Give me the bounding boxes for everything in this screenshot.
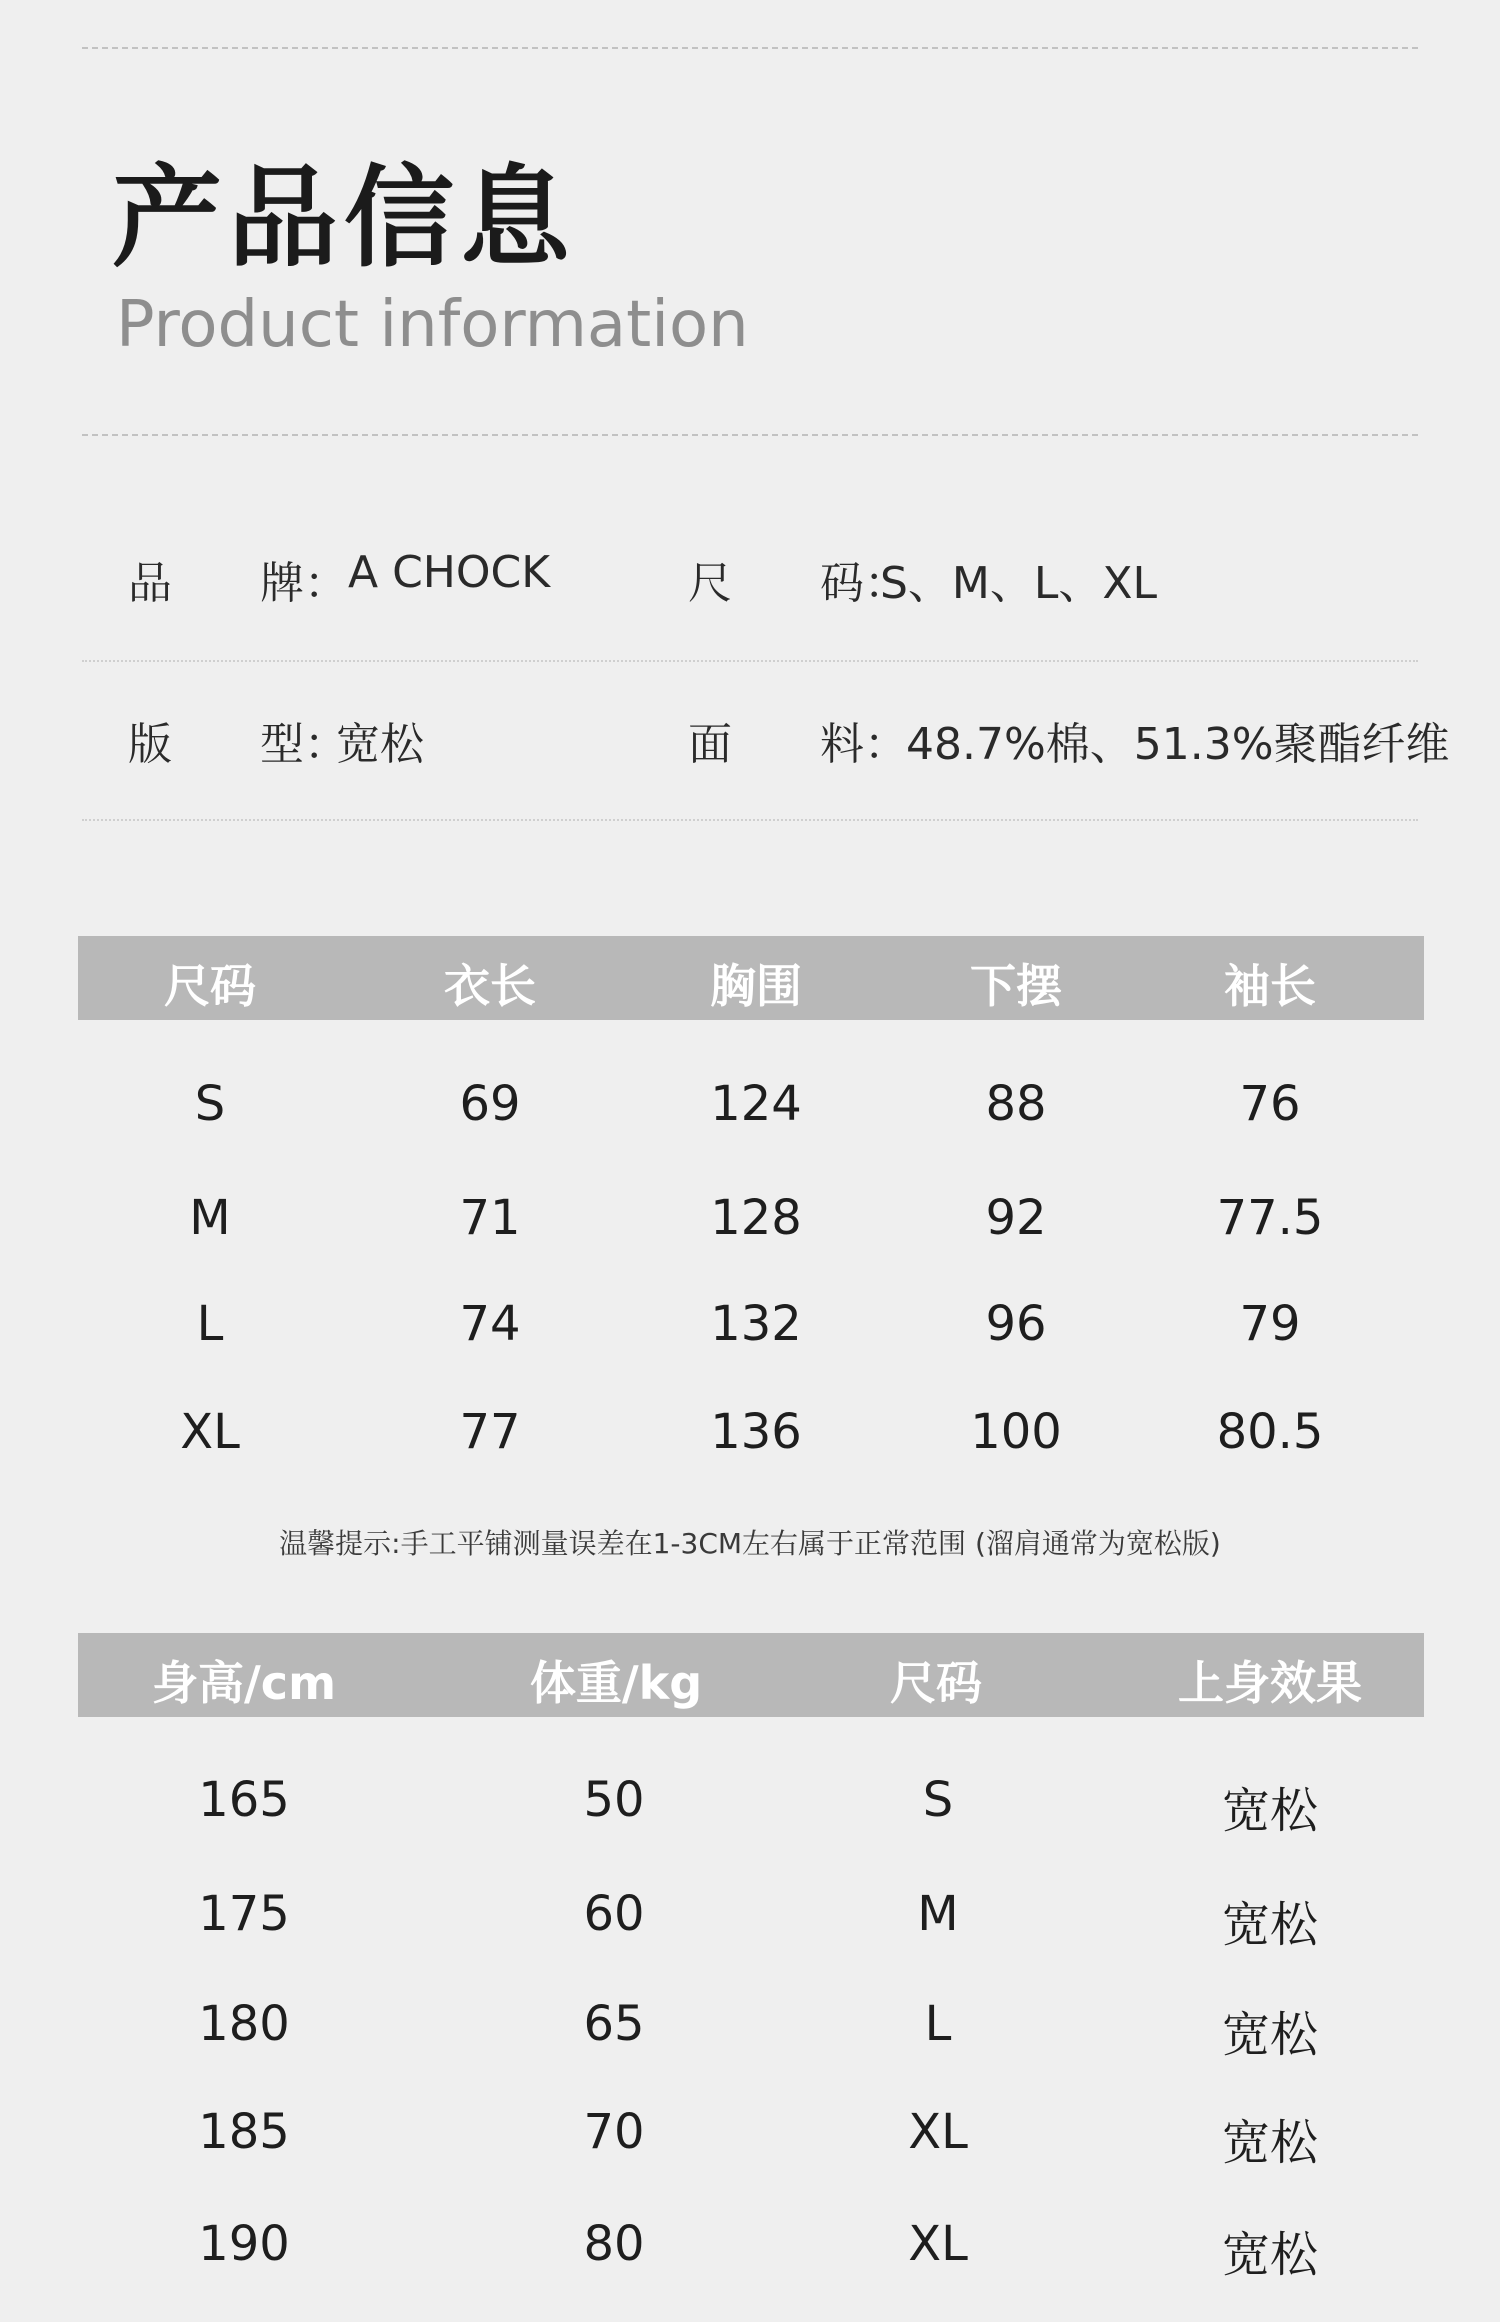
table-cell: 92 [985,1190,1047,1246]
table-cell: XL [180,1404,240,1460]
brand-value: A CHOCK [348,547,551,598]
table-cell: 77 [459,1404,521,1460]
fit-table-header-cell: 上身效果 [1178,1656,1362,1710]
table-cell: 88 [985,1076,1047,1132]
fit-table-header-cell: 身高/cm [152,1656,336,1710]
table-row [0,1404,1500,1474]
table-cell: S [922,1772,954,1828]
table-cell: 宽松 [1221,2007,1319,2063]
table-cell: 69 [459,1076,521,1132]
table-cell: M [917,1886,959,1942]
table-cell: 76 [1239,1076,1301,1132]
table-cell: 宽松 [1221,2115,1319,2171]
table-cell: 132 [710,1296,802,1352]
table-cell: 宽松 [1221,1897,1319,1953]
table-cell: 宽松 [1221,2227,1319,2283]
table-cell: 180 [198,1996,290,2052]
table-cell: 136 [710,1404,802,1460]
page-subtitle: Product information [116,288,749,362]
table-row [0,1996,1500,2066]
table-cell: 宽松 [1221,1783,1319,1839]
table-cell: 77.5 [1216,1190,1324,1246]
table-cell: 100 [970,1404,1062,1460]
size-table-header-cell: 下摆 [970,959,1062,1013]
table-cell: L [924,1996,952,2052]
table-cell: 128 [710,1190,802,1246]
size-table-header-cell: 袖长 [1224,959,1316,1013]
size-table-header [78,936,1424,1020]
table-cell: XL [908,2216,968,2272]
page-title: 产品信息 [112,154,576,282]
info-row-fit-fabric [0,708,1500,778]
table-cell: 96 [985,1296,1047,1352]
table-cell: M [189,1190,231,1246]
table-row [0,2104,1500,2174]
table-cell: 79 [1239,1296,1301,1352]
fit-label: 版 型： [128,719,348,770]
title-divider [82,434,1418,436]
table-cell: 71 [459,1190,521,1246]
info-divider-1 [82,660,1418,662]
info-row-brand-size [0,547,1500,617]
size-table-header-cell: 胸围 [710,959,802,1013]
table-row [0,1772,1500,1842]
table-row [0,1886,1500,1956]
fit-table-header-cell: 体重/kg [529,1656,703,1710]
table-cell: XL [908,2104,968,2160]
info-divider-2 [82,819,1418,821]
size-table-header-cell: 衣长 [444,959,536,1013]
fit-value: 宽松 [336,719,424,770]
table-row [0,1076,1500,1146]
measurement-note: 温馨提示:手工平铺测量误差在1-3CM左右属于正常范围 (溜肩通常为宽松版) [279,1527,1221,1560]
table-cell: 185 [198,2104,290,2160]
fabric-value: 48.7%棉、51.3%聚酯纤维 [906,719,1450,770]
size-label: 尺 码： [688,558,908,609]
table-cell: 165 [198,1772,290,1828]
top-divider [82,47,1418,49]
table-cell: 124 [710,1076,802,1132]
table-cell: 60 [583,1886,645,1942]
size-value: S、M、L、XL [880,558,1158,609]
table-cell: 190 [198,2216,290,2272]
table-row [0,2216,1500,2286]
fabric-label: 面 料： [688,719,908,770]
table-cell: 80.5 [1216,1404,1324,1460]
table-cell: 74 [459,1296,521,1352]
fit-table-header [78,1633,1424,1717]
table-cell: 50 [583,1772,645,1828]
table-cell: 65 [583,1996,645,2052]
table-row [0,1296,1500,1366]
table-row [0,1190,1500,1260]
brand-label: 品 牌： [128,558,348,609]
table-cell: 80 [583,2216,645,2272]
table-cell: L [196,1296,224,1352]
table-cell: 175 [198,1886,290,1942]
table-cell: 70 [583,2104,645,2160]
size-table-header-cell: 尺码 [164,959,256,1013]
table-cell: S [194,1076,226,1132]
fit-table-header-cell: 尺码 [890,1656,982,1710]
